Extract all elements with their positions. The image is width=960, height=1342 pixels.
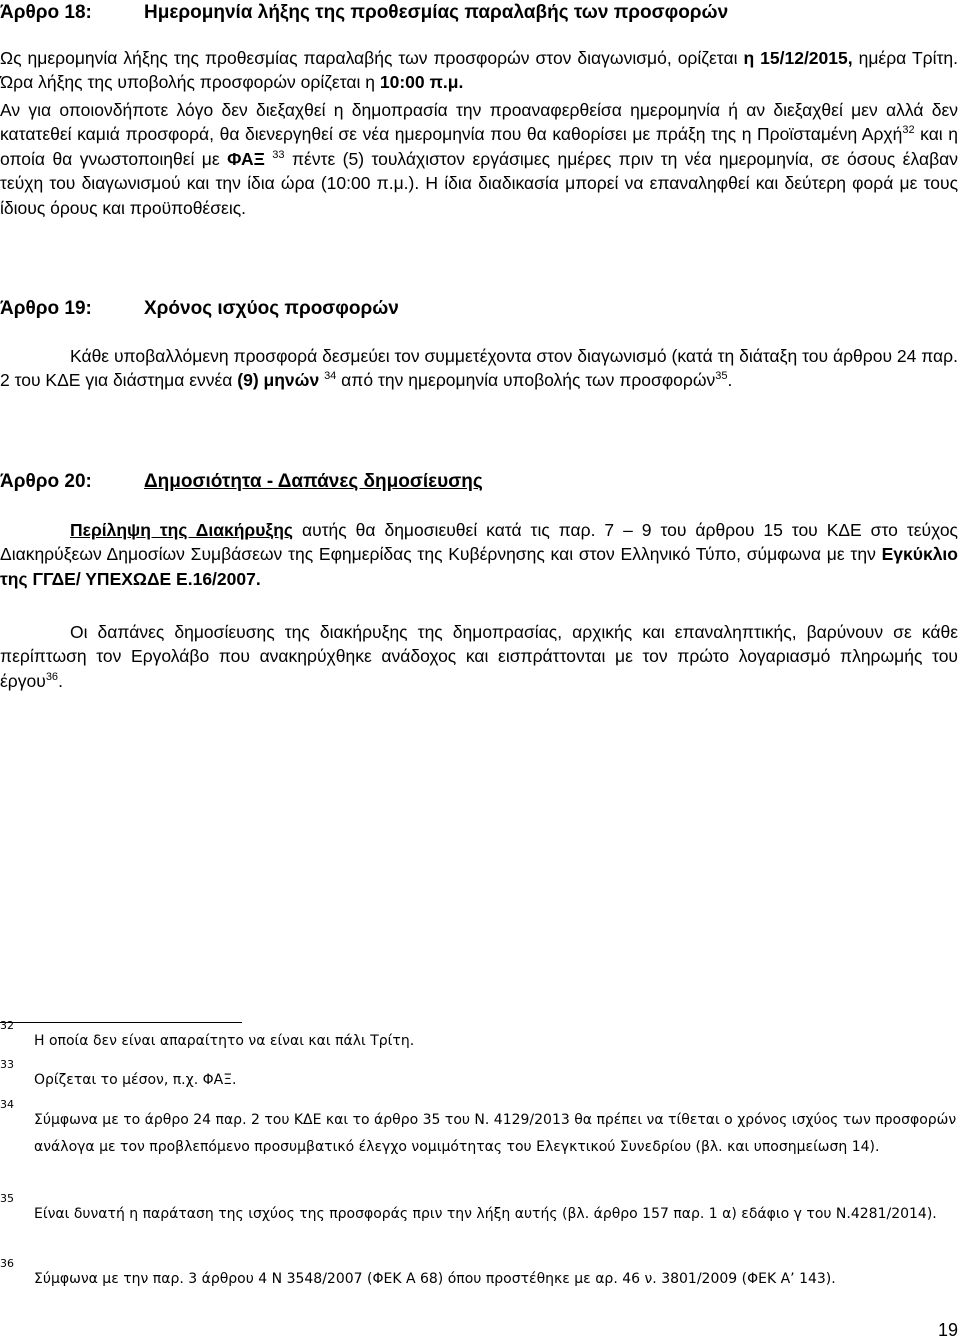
footnote-number: 32 [0, 1019, 14, 1032]
footnote-number: 33 [0, 1058, 14, 1071]
article-20-title: Δημοσιότητα - Δαπάνες δημοσίευσης [144, 471, 483, 492]
footnote-ref-36: 36 [45, 670, 59, 683]
article-20-number: Άρθρο 20: [0, 471, 92, 492]
article-18-paragraph-1: Ως ημερομηνία λήξης της προθεσμίας παραλαβής των προσφορών στον διαγωνισμό, ορίζεται η 15/12/2015, ημέρα Τρίτη. Ώρα λήξης της υποβολής προσφορών ορίζεται η 10:00 π.μ. [0, 48, 959, 93]
footnote-text: Η οποία δεν είναι απαραίτητο να είναι και πάλι Τρίτη. [34, 1033, 415, 1049]
article-18-number: Άρθρο 18: [0, 2, 92, 23]
footnote-text: Είναι δυνατή η παράταση της ισχύος της προσφοράς πριν την λήξη αυτής (βλ. άρθρο 157 παρ. 1 α) εδάφιο γ του Ν.4281/2014). [34, 1206, 937, 1222]
article-19-number: Άρθρο 19: [0, 298, 92, 319]
footnote-number: 36 [0, 1257, 14, 1270]
footnote-text: Σύμφωνα με την παρ. 3 άρθρου 4 Ν 3548/2007 (ΦΕΚ Α 68) όπου προστέθηκε με αρ. 46 ν. 3801/2009 (ΦΕΚ Α’ 143). [34, 1271, 836, 1287]
footnote-number: 34 [0, 1098, 14, 1111]
footnote-ref-35: 35 [715, 370, 728, 383]
article-19-title: Χρόνος ισχύος προσφορών [144, 298, 399, 319]
article-20-paragraph-2: Οι δαπάνες δημοσίευσης της διακήρυξης της δημοπρασίας, αρχικής και επαναληπτικής, βαρύνουν σε κάθε περίπτωση τον Εργολάβο που ανακηρύχθηκε ανάδοχος και εισπράττονται με τον πρώτο λογαριασμό πληρωμής του έργου$^{36}$. [0, 622, 958, 691]
article-18-paragraph-2: Αν για οποιονδήποτε λόγο δεν διεξαχθεί η δημοπρασία την προαναφερθείσα ημερομηνία ή αν διεξαχθεί μεν αλλά δεν κατατεθεί καμιά προσφορά, θα διενεργηθεί σε νέα ημερομηνία που θα καθορίσει με πράξη της η Προϊσταμένη Αρχή$^{32}$ και η οποία θα γνωστοποιηθεί με ΦΑΞ $^{33}$ πέντε (5) τουλάχιστον εργάσιμες ημέρες πριν τη νέα ημερομηνία, σε όσους έλαβαν τεύχη του διαγωνισμού και την ίδια ώρα (10:00 π.μ.). Η ίδια διαδικασία μπορεί να επαναληφθεί και δεύτερη φορά με τους ίδιους όρους και προϋποθέσεις. [0, 100, 958, 218]
footnote-text: Σύμφωνα με το άρθρο 24 παρ. 2 του ΚΔΕ και το άρθρο 35 του Ν. 4129/2013 θα πρέπει να τίθεται ο χρόνος ισχύος των προσφορών ανάλογα με τον προβλεπόμενο προσυμβατικό έλεγχο νομιμότητας του Ελεγκτικού Συνεδρίου (βλ. και υποσημείωση 14). [34, 1112, 957, 1155]
page-number: 19 [937, 1320, 958, 1340]
footnote-ref-33: 33 [272, 148, 285, 161]
article-19-paragraph-1: Κάθε υποβαλλόμενη προσφορά δεσμεύει τον συμμετέχοντα στον διαγωνισμό (κατά τη διάταξη του άρθρου 24 παρ. 2 του ΚΔΕ για διάστημα εννέα (9) μηνών $^{34}$ από την ημερομηνία υποβολής των προσφορών$^{35}$. [0, 346, 958, 391]
footnote-separator [0, 1022, 242, 1023]
footnote-number: 35 [0, 1192, 14, 1205]
footnote-ref-34: 34 [324, 370, 337, 383]
article-18-title: Ημερομηνία λήξης της προθεσμίας παραλαβής των προσφορών [144, 2, 729, 23]
article-20-paragraph-1: Περίληψη της Διακήρυξης αυτής θα δημοσιευθεί κατά τις παρ. 7 – 9 του άρθρου 15 του ΚΔΕ στο τεύχος Διακηρύξεων Δημοσίων Συμβάσεων της Εφημερίδας της Κυβέρνησης και στον Ελληνικό Τύπο, σύμφωνα με την Εγκύκλιο της ΓΓΔΕ/ ΥΠΕΧΩΔΕ Ε.16/2007. [0, 520, 958, 589]
footnote-text: Ορίζεται το μέσον, π.χ. ΦΑΞ. [34, 1072, 237, 1088]
footnote-ref-32: 32 [902, 124, 915, 137]
